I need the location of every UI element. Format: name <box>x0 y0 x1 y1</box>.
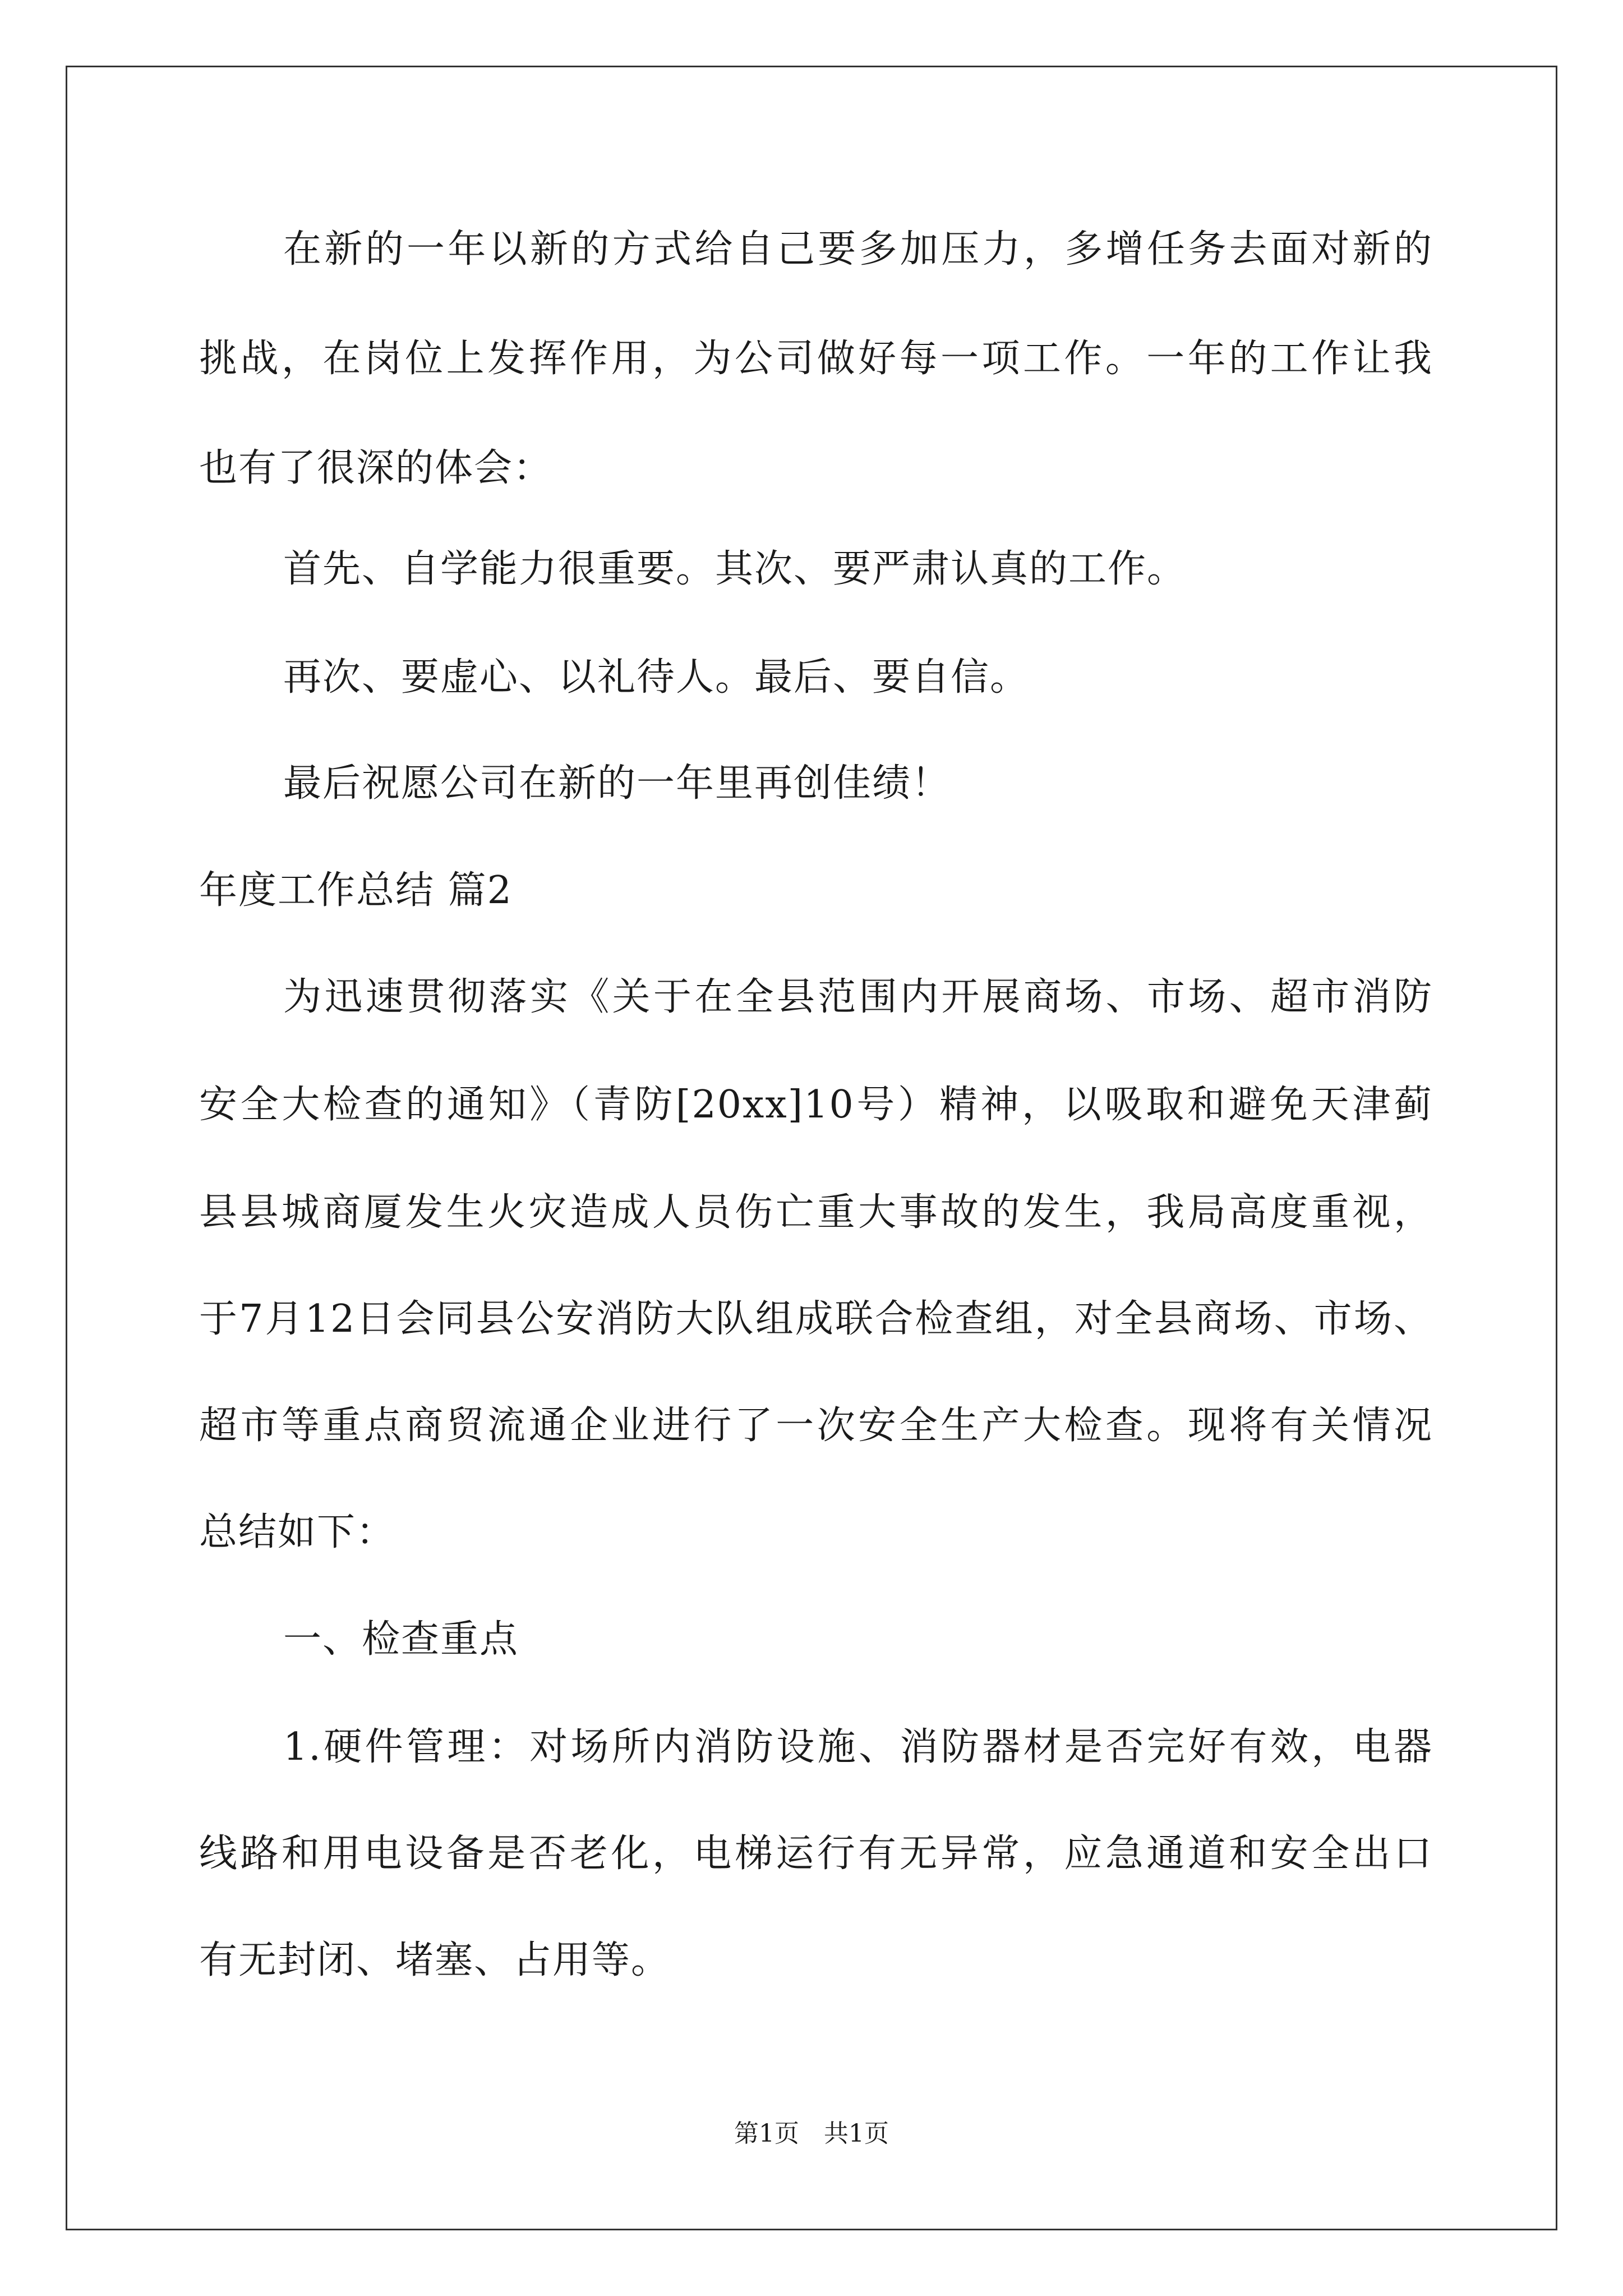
paragraph-line-4: 首先、自学能力很重要。其次、要严肃认真的工作。 <box>283 547 1187 591</box>
paragraph-line-10: 县县城商厦发生火灾造成人员伤亡重大事故的发生，我局高度重视， <box>199 1190 1433 1235</box>
paragraph-line-12: 超市等重点商贸流通企业进行了一次安全生产大检查。现将有关情况 <box>199 1404 1433 1448</box>
paragraph-line-1: 在新的一年以新的方式给自己要多加压力，多增任务去面对新的 <box>283 227 1433 272</box>
paragraph-line-3: 也有了很深的体会： <box>199 446 553 490</box>
subheading-check-focus: 一、检查重点 <box>283 1617 519 1662</box>
paragraph-line-13: 总结如下： <box>199 1510 396 1554</box>
page-border <box>66 66 1557 2230</box>
paragraph-line-17: 有无封闭、堵塞、占用等。 <box>199 1938 671 1982</box>
paragraph-line-11: 于7月12日会同县公安消防大队组成联合检查组，对全县商场、市场、 <box>199 1297 1433 1341</box>
paragraph-line-9: 安全大检查的通知》（青防[20xx]10号）精神，以吸取和避免天津蓟 <box>199 1083 1433 1127</box>
paragraph-line-6: 最后祝愿公司在新的一年里再创佳绩！ <box>283 761 951 806</box>
paragraph-line-16: 线路和用电设备是否老化，电梯运行有无异常，应急通道和安全出口 <box>199 1832 1433 1876</box>
paragraph-line-2: 挑战，在岗位上发挥作用，为公司做好每一项工作。一年的工作让我 <box>199 337 1433 381</box>
paragraph-line-8: 为迅速贯彻落实《关于在全县范围内开展商场、市场、超市消防 <box>283 975 1433 1019</box>
section-heading: 年度工作总结 篇2 <box>199 868 513 913</box>
page-footer: 第1页 共1页 <box>734 2119 889 2148</box>
paragraph-line-15: 1.硬件管理：对场所内消防设施、消防器材是否完好有效，电器 <box>283 1725 1433 1769</box>
paragraph-line-5: 再次、要虚心、以礼待人。最后、要自信。 <box>283 655 1030 700</box>
